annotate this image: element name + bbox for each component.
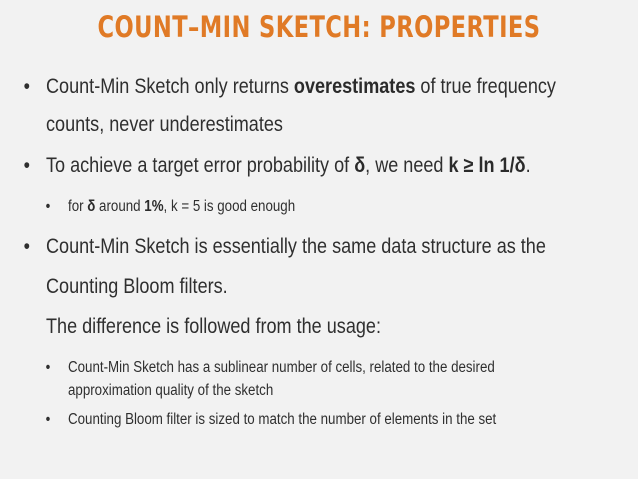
bullet-text: Count-Min Sketch only returns [46,75,294,98]
bullet-text: of true frequency [415,75,556,98]
bullet-text: , k = 5 is good enough [163,198,296,215]
bullet-text: Count-Min Sketch has a sublinear number of cells, related to the desired [68,359,495,376]
bullet-dot: • [45,411,51,428]
bullet-overestimates [23,68,556,105]
bullet-same-structure [23,228,546,265]
bullet-text: , we need [365,154,449,177]
bullet-dot: • [23,75,30,98]
bullet-text: approximation quality of the sketch [68,382,274,399]
subbullet-delta [45,196,296,217]
bullet-text: for [68,198,88,215]
bullet-bold-text: overestimates [293,75,416,98]
bullet-text: . [525,154,531,177]
bullet-bold-text: 1% [144,198,164,215]
bullet-text: counts, never underestimates [46,113,283,136]
bullet-overestimates-cont [46,106,536,143]
subbullet-sublinear [45,357,495,378]
bullet-dot: • [23,235,30,258]
bullet-same-structure-cont [46,268,536,305]
subbullet-counting-bloom [45,409,497,430]
bullet-dot: • [45,359,51,376]
bullet-text: Counting Bloom filters. [46,275,228,298]
bullet-text: Count-Min Sketch is essentially the same data structure as the [46,235,546,258]
bullet-text: Counting Bloom filter is sized to match the number of elements in the set [68,411,497,428]
bullet-text: To achieve a target error probability of [46,154,355,177]
bullet-text: around [95,198,145,215]
bullet-dot: • [45,198,51,215]
subbullet-sublinear-cont [68,380,273,401]
bullet-dot: • [23,154,30,177]
bullet-bold-text: k ≥ ln 1/δ [448,154,526,177]
bullet-bold-text: δ [87,198,96,215]
slide-title: COUNT–MIN SKETCH: PROPERTIES [97,10,541,44]
bullet-difference [46,308,536,345]
bullet-bold-text: δ [354,154,366,177]
bullet-error-probability [23,147,536,184]
bullet-text: The difference is followed from the usage: [46,315,381,338]
